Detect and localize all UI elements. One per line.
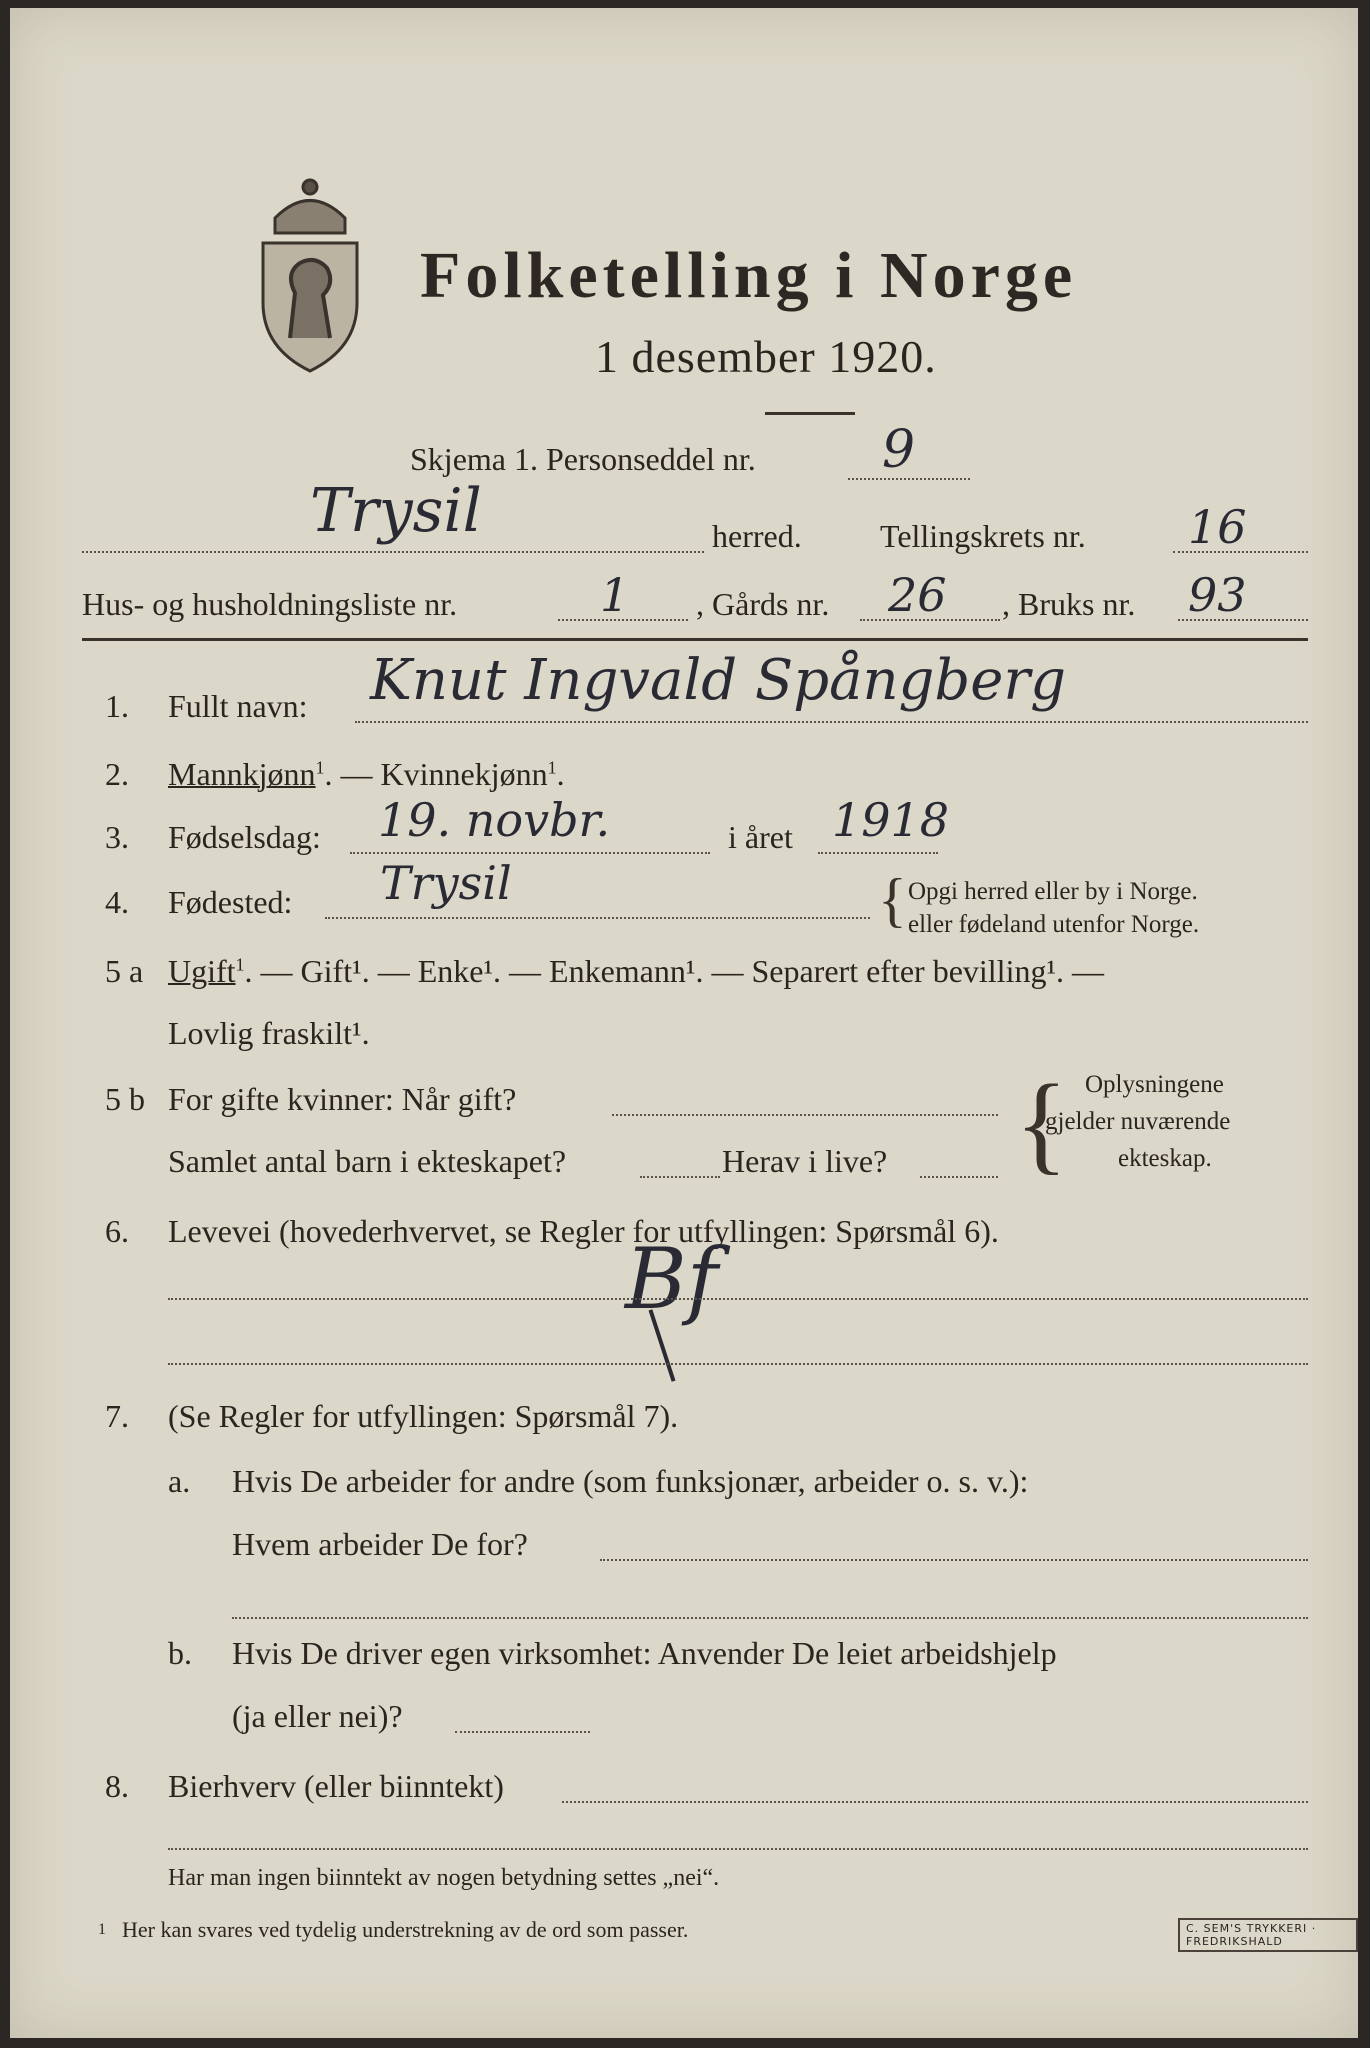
q8-number: 8.: [105, 1768, 129, 1804]
census-form-sheet: [10, 8, 1358, 2038]
printer-stamp: C. SEM'S TRYKKERI · FREDRIKSHALD: [1178, 1918, 1358, 1952]
gards-label: , Gårds nr.: [696, 586, 830, 622]
q4-birthplace-handwritten[interactable]: Trysil: [380, 856, 512, 910]
q2-female-option[interactable]: . — Kvinnekjønn: [324, 756, 548, 792]
q3-year-label: i året: [728, 819, 793, 855]
q5b-label3: Herav i live?: [722, 1143, 888, 1179]
header-separator: [82, 638, 1308, 641]
q5b-married-line[interactable]: [612, 1114, 998, 1116]
q1-label: Fullt navn:: [168, 688, 308, 724]
q4-note-line2: eller fødeland utenfor Norge.: [908, 911, 1200, 938]
tellingskrets-nr-handwritten[interactable]: 16: [1188, 500, 1247, 554]
q8-line1[interactable]: [562, 1801, 1308, 1803]
herred-handwritten[interactable]: Trysil: [310, 476, 482, 546]
q5b-children-line[interactable]: [640, 1176, 720, 1178]
q6-line1[interactable]: [168, 1298, 1308, 1300]
q7a-text: Hvis De arbeider for andre (som funksjonær, arbeider o. s. v.):: [232, 1463, 1029, 1499]
q7a-question: Hvem arbeider De for?: [232, 1526, 528, 1562]
q6-line2[interactable]: [168, 1363, 1308, 1365]
q5a-other-options[interactable]: . — Gift¹. — Enke¹. — Enkemann¹. — Separert efter bevilling¹. —: [244, 953, 1105, 989]
q2-number: 2.: [105, 756, 129, 792]
q3-year-handwritten[interactable]: 1918: [832, 793, 950, 847]
q4-note-line1: Opgi herred eller by i Norge.: [908, 878, 1198, 905]
q6-number: 6.: [105, 1213, 129, 1249]
q5a-options: Ugift$^1$. — Gift¹. — Enke¹. — Enkemann¹. — Separert efter bevilling¹. —: [168, 953, 1105, 989]
q8-line2[interactable]: [168, 1848, 1308, 1850]
q3-label: Fødselsdag:: [168, 819, 321, 855]
q8-label: Bierhverv (eller biinntekt): [168, 1768, 504, 1804]
q7-number: 7.: [105, 1398, 129, 1434]
q5b-number: 5 b: [105, 1081, 145, 1117]
q2-male-option-underlined[interactable]: Mannkjønn: [168, 756, 316, 792]
footnote-mark: 1: [98, 1921, 106, 1938]
footnote-text: Her kan svares ved tydelig understrekning av de ord som passer.: [122, 1917, 689, 1942]
q5a-line2[interactable]: Lovlig fraskilt¹.: [168, 1015, 370, 1051]
q5b-note2: gjelder nuværende: [1045, 1108, 1231, 1135]
q4-brace: {: [878, 867, 907, 933]
title-rule: [765, 412, 855, 415]
form-title: Folketelling i Norge: [420, 239, 1078, 312]
q5b-label1: For gifte kvinner: Når gift?: [168, 1081, 517, 1117]
q7a-letter: a.: [168, 1463, 191, 1499]
hus-nr-handwritten[interactable]: 1: [600, 568, 630, 622]
q5b-note1: Oplysningene: [1085, 1071, 1224, 1098]
personseddel-nr-handwritten[interactable]: 9: [882, 420, 916, 480]
q7a-line1[interactable]: [600, 1559, 1308, 1561]
bruks-nr-handwritten[interactable]: 93: [1188, 568, 1247, 622]
bruks-label: , Bruks nr.: [1002, 586, 1136, 622]
tellingskrets-label: Tellingskrets nr.: [880, 518, 1086, 554]
q7b-question: (ja eller nei)?: [232, 1698, 403, 1734]
q4-line: [325, 917, 870, 919]
q5b-alive-line[interactable]: [920, 1176, 998, 1178]
q7a-line2[interactable]: [232, 1617, 1308, 1619]
schema-label: Skjema 1. Personseddel nr.: [410, 441, 756, 477]
footer-note: Har man ingen biinntekt av nogen betydning settes „nei“.: [168, 1865, 720, 1891]
q7b-text: Hvis De driver egen virksomhet: Anvender De leiet arbeidshjelp: [232, 1635, 1057, 1671]
q2-options: Mannkjønn$^1$. — Kvinnekjønn$^1$.: [168, 756, 565, 792]
census-date: 1 desember 1920.: [595, 331, 937, 382]
q6-occupation-handwritten[interactable]: Bf: [625, 1230, 718, 1328]
q7b-line[interactable]: [455, 1731, 590, 1733]
herred-label: herred.: [712, 518, 802, 554]
q7b-letter: b.: [168, 1635, 192, 1671]
q2-end: .: [556, 756, 565, 792]
q1-number: 1.: [105, 688, 129, 724]
q5b-note3: ekteskap.: [1118, 1145, 1212, 1172]
q5a-number: 5 a: [105, 953, 144, 989]
q3-number: 3.: [105, 819, 129, 855]
q7-label: (Se Regler for utfyllingen: Spørsmål 7).: [168, 1398, 679, 1434]
q3-year-line: [818, 852, 938, 854]
hus-label: Hus- og husholdningsliste nr.: [82, 586, 458, 622]
q3-date-line: [350, 852, 710, 854]
q3-birthday-handwritten[interactable]: 19. novbr.: [378, 793, 611, 847]
q5b-brace: {: [1015, 1062, 1068, 1184]
q5b-label2: Samlet antal barn i ekteskapet?: [168, 1143, 567, 1179]
q4-label: Fødested:: [168, 884, 293, 920]
gards-nr-handwritten[interactable]: 26: [888, 568, 947, 622]
q1-full-name-handwritten[interactable]: Knut Ingvald Spångberg: [370, 648, 1067, 713]
q6-label: Levevei (hovederhvervet, se Regler for utfyllingen: Spørsmål 6).: [168, 1213, 999, 1249]
q4-number: 4.: [105, 884, 129, 920]
q1-line: [355, 721, 1308, 723]
norwegian-coat-of-arms-icon: [255, 173, 365, 383]
herred-line: [82, 551, 704, 553]
q5a-ugift-option-underlined[interactable]: Ugift: [168, 953, 236, 989]
